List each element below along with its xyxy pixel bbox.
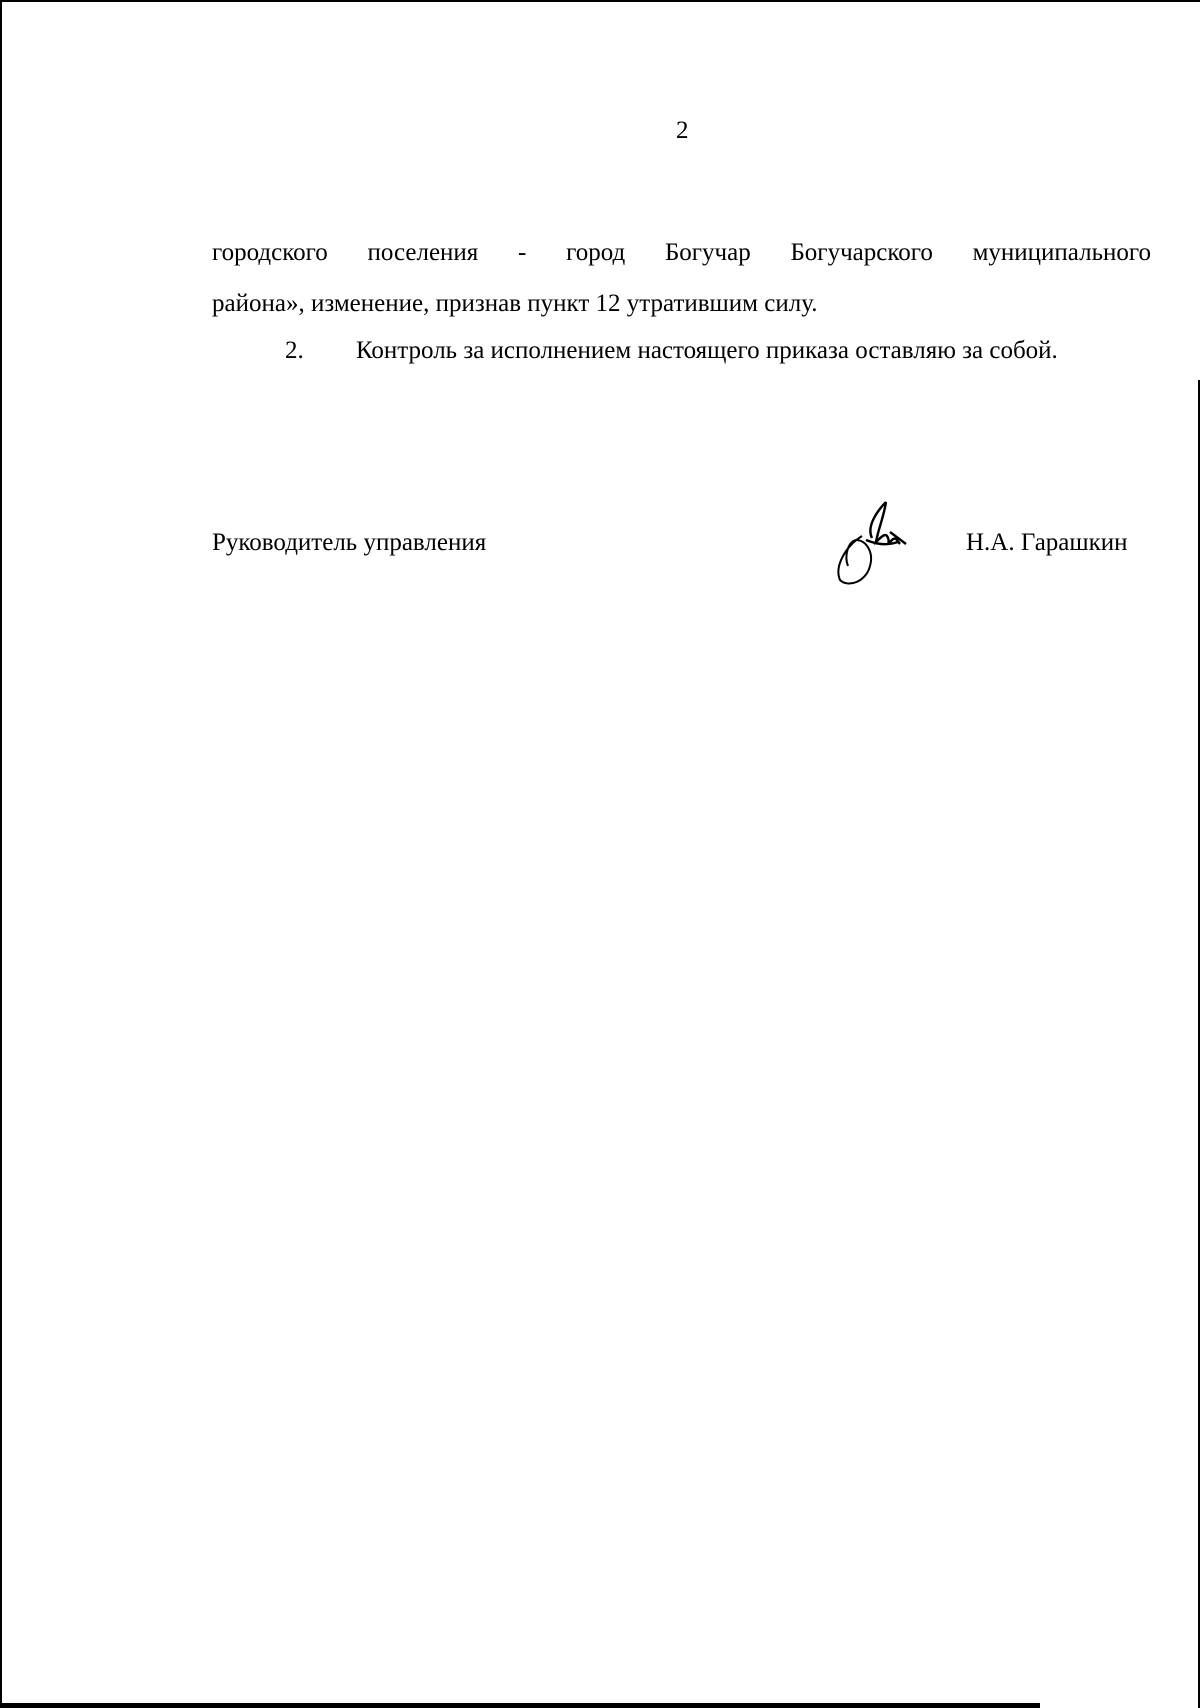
item-2-number: 2. <box>285 337 304 364</box>
signatory-position: Руководитель управления <box>212 529 487 556</box>
scan-edge-bottom <box>0 1703 1040 1708</box>
page-number: 2 <box>676 117 689 144</box>
signatory-name: Н.А. Гарашкин <box>966 529 1128 556</box>
body-line-2: района», изменение, признав пункт 12 утратившим силу. <box>212 290 818 317</box>
scan-edge-left <box>0 0 2 1708</box>
scan-edge-top <box>0 0 1200 2</box>
handwritten-signature <box>826 496 922 586</box>
item-2-text: Контроль за исполнением настоящего приказа оставляю за собой. <box>356 337 1058 364</box>
body-line-1: городского поселения - город Богучар Богучарского муниципального <box>212 239 1151 266</box>
